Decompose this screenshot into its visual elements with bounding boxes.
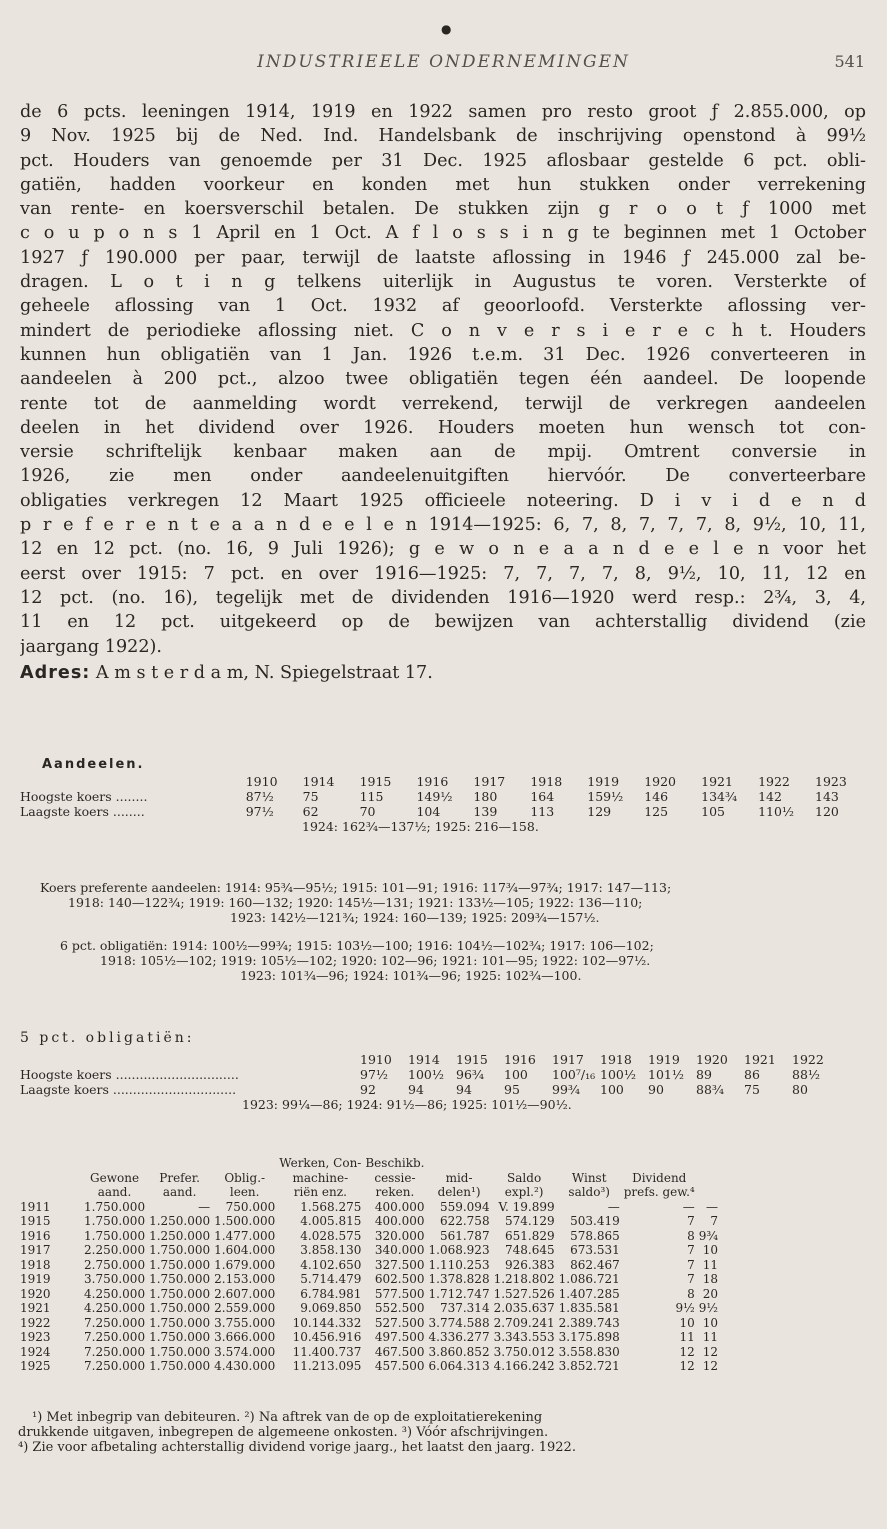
fin-cell: 737.314 [439, 1301, 490, 1315]
fin-cell: 1.218.802 [493, 1272, 555, 1286]
fin-header: saldo³) [568, 1185, 610, 1199]
fin-cell: 1.527.526 [493, 1286, 555, 1301]
price-cell: 143 [815, 789, 839, 804]
fin-cell: 651.829 [505, 1228, 555, 1243]
body-line: kunnen hun obligatiën van 1 Jan. 1926 t.e.m. 31 Dec. 1926 converteeren in [20, 344, 866, 365]
price-cell: 100 [600, 1082, 624, 1097]
price-cell: 88½ [792, 1067, 821, 1082]
fin-cell: 926.383 [505, 1257, 555, 1272]
price-cell: 164 [530, 789, 555, 804]
price-cell: 86 [744, 1067, 760, 1082]
fin-cell: 1.750.000 [149, 1272, 211, 1286]
year-header: 1914 [408, 1052, 440, 1067]
fin-cell: 3.858.130 [300, 1243, 362, 1257]
price-cell: 95 [504, 1082, 520, 1097]
fin-cell: — [706, 1199, 719, 1214]
year-header: 1918 [530, 774, 563, 789]
fin-cell: 1.750.000 [84, 1228, 146, 1243]
fin-cell: 1.086.721 [558, 1272, 620, 1286]
fin-cell: 2.559.000 [214, 1301, 276, 1315]
fin-cell: 3.750.012 [493, 1344, 555, 1359]
year-header: 1914 [302, 774, 335, 789]
fin-cell: 457.500 [374, 1359, 425, 1373]
fin-cell: 3.666.000 [214, 1330, 276, 1344]
fin-header: Saldo [507, 1170, 542, 1185]
fin-year: 1919 [20, 1272, 51, 1286]
fin-header: Winst [571, 1170, 607, 1185]
fin-year: 1918 [20, 1257, 51, 1272]
price-cell: 105 [701, 804, 725, 819]
shares-extra: 1924: 162¾—137½; 1925: 216—158. [302, 819, 539, 834]
fin-cell: 3.852.721 [558, 1359, 620, 1373]
fin-cell: 7 [687, 1257, 695, 1272]
price-cell: 142 [758, 789, 782, 804]
fin-cell: 1.604.000 [214, 1243, 276, 1257]
body-line: 12 pct. (no. 16), tegelijk met de dividenden 1916—1920 werd resp.: 2¾, 3, 4, [20, 587, 866, 608]
fin-cell: 4.028.575 [300, 1228, 362, 1243]
fin-cell: 622.758 [439, 1214, 490, 1228]
fin-header: mid- [445, 1170, 473, 1185]
body-line: eerst over 1915: 7 pct. en over 1916—1925: 7, 7, 7, 7, 8, 9½, 10, 11, 12 en [20, 563, 866, 584]
fin-header: reken. [375, 1185, 415, 1199]
fin-cell: 3.860.852 [428, 1344, 490, 1359]
fin-cell: 1.477.000 [214, 1228, 276, 1243]
year-header: 1921 [744, 1052, 776, 1067]
fin-header: Dividend [632, 1170, 687, 1185]
fin-cell: 574.129 [505, 1214, 555, 1228]
year-header: 1910 [360, 1052, 392, 1067]
body-line: de 6 pcts. leeningen 1914, 1919 en 1922 samen pro resto groot ƒ 2.855.000, op [20, 102, 866, 122]
price-cell: 100 [504, 1067, 528, 1082]
fin-cell: 577.500 [374, 1286, 425, 1301]
fin-cell: — [198, 1199, 211, 1214]
fin-cell: 12 [679, 1359, 695, 1373]
row-label: Laagste koers ........ [20, 804, 145, 819]
fin-cell: 5.714.479 [300, 1272, 362, 1286]
fin-cell: 1.750.000 [84, 1214, 146, 1228]
fin-header: aand. [162, 1185, 197, 1199]
fin-cell: 2.250.000 [84, 1243, 146, 1257]
fin-header: Prefer. [159, 1170, 200, 1185]
price-cell: 92 [360, 1082, 376, 1097]
fin-cell: 1.750.000 [149, 1301, 211, 1315]
address-line [20, 661, 866, 685]
price-cell: 100½ [408, 1067, 444, 1082]
fin-header: delen¹) [437, 1185, 481, 1199]
footnote-line: ⁴) Zie voor afbetaling achterstallig dividend vorige jaarg., het laatst den jaarg. 1922. [18, 1440, 576, 1455]
price-cell: 180 [473, 789, 498, 804]
year-header: 1921 [701, 774, 733, 789]
row-label: Hoogste koers ........ [20, 789, 148, 804]
body-line: gatiën, hadden voorkeur en konden met hun stukken onder verrekening [20, 174, 866, 195]
body-line: 11 en 12 pct. uitgekeerd op de bewijzen van achterstallig dividend (zie [20, 612, 866, 633]
fin-cell: 748.645 [505, 1243, 555, 1257]
fin-header: Gewone [90, 1170, 140, 1185]
fin-year: 1917 [20, 1243, 51, 1257]
body-line: c o u p o n s 1 April en 1 Oct. A f l o s s i n g te beginnen met 1 October [20, 223, 866, 244]
footnotes [18, 1410, 872, 1455]
year-header: 1917 [552, 1052, 584, 1067]
footnote-line: ¹) Met inbegrip van debiteuren. ²) Na aftrek van de op de exploitatierekening [32, 1410, 543, 1425]
financials-table [20, 1156, 722, 1374]
fin-cell: 552.500 [374, 1301, 425, 1315]
fin-cell: 3.774.588 [428, 1315, 490, 1330]
fin-cell: 1.750.000 [149, 1257, 211, 1272]
fin-header: cessie- [374, 1170, 416, 1185]
price-cell: 97½ [360, 1067, 389, 1082]
fin-cell: 8 [687, 1286, 695, 1301]
pref-price-block [40, 880, 880, 925]
bond5-heading: 5 pct. obligatiën: [20, 1030, 195, 1046]
bond5-extra: 1923: 99¼—86; 1924: 91½—86; 1925: 101½—90½. [242, 1097, 572, 1112]
year-header: 1919 [587, 774, 620, 789]
fin-cell: 6.784.981 [300, 1286, 362, 1301]
price-line: 1923: 101¾—96; 1924: 101¾—96; 1925: 102¾—100. [240, 968, 582, 983]
fin-header: aand. [97, 1185, 132, 1199]
shares-section [20, 757, 872, 834]
fin-cell: 10 [702, 1243, 719, 1257]
body-line: 1927 ƒ 190.000 per paar, terwijl de laatste aflossing in 1946 ƒ 245.000 zal be- [20, 247, 866, 268]
shares-heading: Aandeelen. [42, 757, 145, 772]
fin-cell: 400.000 [374, 1199, 425, 1214]
fin-cell: 11.213.095 [292, 1359, 362, 1373]
fin-cell: 1.378.828 [428, 1272, 490, 1286]
year-header: 1920 [644, 774, 677, 789]
fin-cell: 4.166.242 [493, 1359, 555, 1373]
running-header [0, 22, 887, 78]
year-header: 1917 [473, 774, 506, 789]
fin-year: 1920 [20, 1286, 51, 1301]
fin-cell: 467.500 [374, 1344, 425, 1359]
fin-cell: 673.531 [570, 1243, 620, 1257]
body-line: pct. Houders van genoemde per 31 Dec. 1925 aflosbaar gestelde 6 pct. obli- [20, 150, 866, 171]
price-cell: 80 [792, 1082, 808, 1097]
fin-cell: 7.250.000 [84, 1330, 146, 1344]
fin-cell: V. 19.899 [498, 1199, 555, 1214]
fin-cell: 4.430.000 [214, 1359, 276, 1373]
body-line: mindert de periodieke aflossing niet. C o n v e r s i e r e c h t. Houders [20, 320, 866, 341]
fin-cell: 9.069.850 [300, 1301, 362, 1315]
price-cell: 75 [744, 1082, 760, 1097]
fin-cell: 11 [702, 1330, 719, 1344]
fin-cell: 2.153.000 [214, 1272, 276, 1286]
fin-cell: 327.500 [374, 1257, 425, 1272]
fin-cell: 1.750.000 [149, 1359, 211, 1373]
fin-header: Werken, Con- [279, 1156, 362, 1170]
fin-cell: 6.064.313 [428, 1359, 490, 1373]
fin-cell: 497.500 [374, 1330, 425, 1344]
fin-header [559, 1156, 624, 1171]
fin-cell: 9½ [698, 1301, 719, 1315]
fin-header [84, 1156, 149, 1171]
fin-cell: 12 [702, 1344, 719, 1359]
year-header: 1922 [792, 1052, 824, 1067]
fin-cell: 3.343.553 [493, 1330, 555, 1344]
price-cell: 139 [473, 804, 498, 819]
fin-cell: 862.467 [570, 1257, 620, 1272]
price-cell: 129 [587, 804, 612, 819]
fin-header: expl.²) [504, 1185, 544, 1199]
fin-header [20, 1185, 84, 1200]
fin-cell: 7 [710, 1214, 719, 1228]
fin-cell: 7 [687, 1214, 695, 1228]
year-header: 1918 [600, 1052, 632, 1067]
price-cell: 99¾ [552, 1082, 581, 1097]
price-cell: 100½ [600, 1067, 636, 1082]
year-header: 1915 [456, 1052, 488, 1067]
price-cell: 134¾ [701, 789, 738, 804]
bond5-price-table [20, 1052, 840, 1097]
fin-year: 1915 [20, 1214, 51, 1228]
fin-year: 1922 [20, 1315, 51, 1330]
price-line: 1918: 105½—102; 1919: 105½—102; 1920: 102—96; 1921: 101—95; 1922: 102—97½. [100, 953, 651, 968]
year-header: 1922 [758, 774, 790, 789]
financials-section [20, 1156, 870, 1374]
fin-header [429, 1156, 494, 1171]
year-header: 1910 [245, 774, 278, 789]
body-line: rente tot de aanmelding wordt verrekend, terwijl de verkregen aandeelen [20, 393, 866, 414]
fin-cell: 1.500.000 [214, 1214, 276, 1228]
fin-year: 1923 [20, 1330, 51, 1344]
table-corner [20, 774, 246, 789]
fin-cell: 7.250.000 [84, 1315, 146, 1330]
fin-cell: 7 [687, 1243, 695, 1257]
fin-cell: 3.574.000 [214, 1344, 276, 1359]
fin-cell: 10 [679, 1315, 695, 1330]
fin-cell: 750.000 [225, 1199, 276, 1214]
body-line: 1926, zie men onder aandeelenuitgiften hiervóór. De converteerbare [20, 466, 866, 487]
row-label: Laagste koers ............................... [20, 1082, 237, 1097]
fin-cell: 3.558.830 [558, 1344, 620, 1359]
body-line: versie schriftelijk kenbaar maken aan de mpij. Omtrent conversie in [20, 442, 866, 463]
body-line: 12 en 12 pct. (no. 16, 9 Juli 1926); g e w o n e a a n d e e l e n voor het [20, 539, 866, 560]
fin-header: riën enz. [293, 1185, 347, 1199]
fin-cell: — [607, 1199, 620, 1214]
body-line: p r e f e r e n t e a a n d e e l e n 1914—1925: 6, 7, 8, 7, 7, 7, 8, 9½, 10, 11, [20, 515, 866, 536]
fin-cell: 1.750.000 [149, 1315, 211, 1330]
price-cell: 149½ [416, 789, 453, 804]
year-header: 1920 [696, 1052, 728, 1067]
fin-header [20, 1171, 84, 1186]
fin-header: Oblig.- [224, 1170, 266, 1185]
fin-cell: 3.755.000 [214, 1315, 276, 1330]
fin-header [214, 1156, 279, 1171]
fin-cell: 1.750.000 [149, 1243, 211, 1257]
fin-cell: 9¾ [698, 1228, 719, 1243]
fin-cell: 4.250.000 [84, 1301, 146, 1315]
address-text: A m s t e r d a m, N. Spiegelstraat 17. [95, 662, 433, 683]
fin-cell: 7 [687, 1272, 695, 1286]
fin-cell: 1.568.275 [300, 1199, 362, 1214]
fin-cell: 7.250.000 [84, 1359, 146, 1373]
price-cell: 104 [416, 804, 441, 819]
fin-cell: 320.000 [374, 1228, 425, 1243]
bond5-section [20, 1030, 870, 1112]
body-line: obligaties verkregen 12 Maart 1925 officieele noteering. D i v i d e n d [20, 490, 866, 511]
fin-cell: 1.750.000 [149, 1330, 211, 1344]
fin-header: machine- [292, 1170, 349, 1185]
fin-cell: 400.000 [374, 1214, 425, 1228]
price-cell: 120 [815, 804, 839, 819]
fin-cell: 503.419 [570, 1214, 620, 1228]
price-cell: 97½ [245, 804, 274, 819]
fin-year: 1911 [20, 1199, 51, 1214]
price-cell: 87½ [245, 789, 274, 804]
fin-cell: 1.750.000 [149, 1286, 211, 1301]
price-cell: 89 [696, 1067, 712, 1082]
fin-cell: 8 [687, 1228, 695, 1243]
fin-cell: 12 [679, 1344, 695, 1359]
fin-cell: 340.000 [374, 1243, 425, 1257]
body-line: deelen in het dividend over 1926. Houders moeten hun wensch tot con- [20, 417, 866, 438]
fin-header: leen. [229, 1185, 260, 1199]
fin-header [494, 1156, 559, 1171]
body-line: dragen. L o t i n g telkens uiterlijk in Augustus te voren. Versterkte of [20, 272, 866, 293]
fin-cell: 1.407.285 [558, 1286, 620, 1301]
fin-cell: 4.005.815 [300, 1214, 362, 1228]
price-cell: 110½ [758, 804, 795, 819]
price-cell: 101½ [648, 1067, 684, 1082]
page-number: 541 [834, 52, 865, 71]
body-text [20, 100, 866, 685]
fin-cell: 2.389.743 [558, 1315, 620, 1330]
price-line: Koers preferente aandeelen: 1914: 95¾—95½; 1915: 101—91; 1916: 117¾—97¾; 1917: 147—113; [40, 880, 672, 895]
year-header: 1916 [416, 774, 449, 789]
price-cell: 75 [302, 789, 319, 804]
fin-year: 1924 [20, 1344, 51, 1359]
fin-cell: 527.500 [374, 1315, 425, 1330]
fin-cell: 3.750.000 [84, 1272, 146, 1286]
fin-cell: 11 [679, 1330, 695, 1344]
ornament-dot: ● [441, 22, 452, 36]
fin-cell: 1.835.581 [558, 1301, 620, 1315]
fin-cell: 1.750.000 [149, 1344, 211, 1359]
fin-cell: 11.400.737 [292, 1344, 362, 1359]
fin-cell: 20 [702, 1286, 719, 1301]
price-cell: 88¾ [696, 1082, 725, 1097]
fin-cell: 1.750.000 [84, 1199, 146, 1214]
fin-cell: 1.679.000 [214, 1257, 276, 1272]
fin-header: prefs. gew.⁴ [623, 1185, 695, 1199]
year-header: 1923 [815, 774, 847, 789]
price-cell: 90 [648, 1082, 664, 1097]
fin-header [20, 1156, 84, 1171]
price-cell: 96¾ [456, 1067, 485, 1082]
fin-cell: 559.094 [439, 1199, 490, 1214]
footnote-line: drukkende uitgaven, inbegrepen de algemeene onkosten. ³) Vóór afschrijvingen. [18, 1425, 549, 1440]
price-line: 1923: 142½—121¾; 1924: 160—139; 1925: 209¾—157½. [230, 910, 600, 925]
fin-year: 1921 [20, 1301, 51, 1315]
bond6-price-block [60, 938, 880, 983]
fin-cell: 2.750.000 [84, 1257, 146, 1272]
body-line: aandeelen à 200 pct., alzoo twee obligatiën tegen één aandeel. De loopende [20, 369, 866, 390]
fin-cell: 1.250.000 [149, 1214, 211, 1228]
fin-cell: 1.712.747 [428, 1286, 490, 1301]
body-line: geheele aflossing van 1 Oct. 1932 af geoorloofd. Versterkte aflossing ver- [20, 296, 866, 317]
price-cell: 146 [644, 789, 669, 804]
fin-header [149, 1156, 214, 1171]
fin-cell: 602.500 [374, 1272, 425, 1286]
fin-cell: 12 [702, 1359, 719, 1373]
fin-cell: 4.250.000 [84, 1286, 146, 1301]
fin-cell: 11 [702, 1257, 719, 1272]
fin-cell: 1.110.253 [428, 1257, 490, 1272]
fin-cell: 18 [702, 1272, 719, 1286]
year-header: 1916 [504, 1052, 536, 1067]
price-cell: 125 [644, 804, 669, 819]
fin-cell: 2.035.637 [493, 1301, 555, 1315]
price-cell: 94 [408, 1082, 424, 1097]
fin-year: 1925 [20, 1359, 51, 1373]
price-cell: 159½ [587, 789, 624, 804]
price-line: 1918: 140—122¾; 1919: 160—132; 1920: 145½—131; 1921: 133½—105; 1922: 136—110; [68, 895, 643, 910]
shares-price-table [20, 774, 872, 819]
row-label: Hoogste koers ............................... [20, 1067, 239, 1082]
fin-year: 1916 [20, 1228, 51, 1243]
running-title: INDUSTRIEELE ONDERNEMINGEN [257, 52, 630, 72]
fin-cell: 1.068.923 [428, 1243, 490, 1257]
fin-cell: 1.250.000 [149, 1228, 211, 1243]
fin-cell: 7.250.000 [84, 1344, 146, 1359]
fin-cell: 10.144.332 [292, 1315, 362, 1330]
fin-cell: 10 [702, 1315, 719, 1330]
fin-cell: 4.336.277 [428, 1330, 490, 1344]
fin-cell: 9½ [675, 1301, 695, 1315]
fin-cell: 4.102.650 [300, 1257, 362, 1272]
price-cell: 70 [359, 804, 376, 819]
price-cell: 94 [456, 1082, 472, 1097]
price-cell: 62 [302, 804, 319, 819]
body-line: jaargang 1922). [20, 636, 163, 657]
fin-cell: 3.175.898 [558, 1330, 620, 1344]
year-header: 1915 [359, 774, 392, 789]
address-label: Adres: [20, 662, 91, 683]
fin-cell: 2.709.241 [493, 1315, 555, 1330]
price-cell: 100⁷/₁₆ [552, 1067, 596, 1082]
fin-cell: 578.865 [570, 1228, 620, 1243]
fin-cell: 10.456.916 [292, 1330, 362, 1344]
fin-cell: — [682, 1199, 695, 1214]
body-line: 9 Nov. 1925 bij de Ned. Ind. Handelsbank de inschrijving openstond à 99½ [20, 126, 866, 147]
fin-cell: 2.607.000 [214, 1286, 276, 1301]
table-corner [20, 1052, 360, 1067]
body-line: van rente- en koersverschil betalen. De stukken zijn g r o o t ƒ 1000 met [20, 199, 866, 220]
year-header: 1919 [648, 1052, 680, 1067]
price-cell: 113 [530, 804, 555, 819]
fin-header: Beschikb. [365, 1156, 425, 1170]
price-cell: 115 [359, 789, 384, 804]
price-line: 6 pct. obligatiën: 1914: 100½—99¾; 1915: 103½—100; 1916: 104½—102¾; 1917: 106—102; [60, 938, 654, 953]
fin-cell: 561.787 [439, 1228, 490, 1243]
